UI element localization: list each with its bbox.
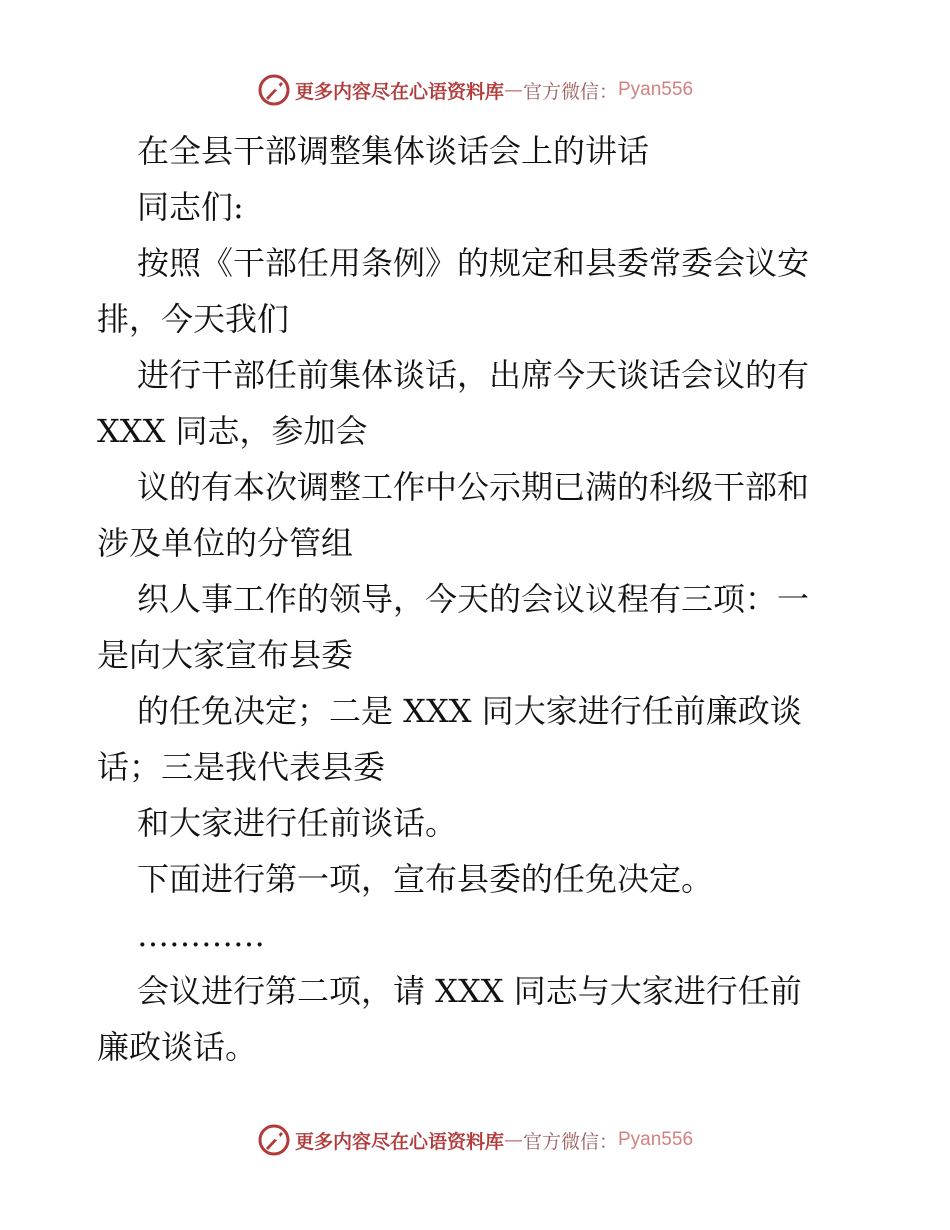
text-line: 排，今天我们 xyxy=(97,300,290,338)
text-line: 按照《干部任用条例》的规定和县委常委会议安 xyxy=(137,244,810,282)
quill-logo-icon xyxy=(257,1123,291,1157)
text-line: 的任免决定；二是 XXX 同大家进行任前廉政谈 xyxy=(137,692,802,730)
text-line: 廉政谈话。 xyxy=(97,1028,258,1066)
text-line: 进行干部任前集体谈话，出席今天谈话会议的有 xyxy=(137,356,810,394)
text-line: 是向大家宣布县委 xyxy=(97,636,354,674)
text-line: ………… xyxy=(137,916,265,954)
watermark-label: 官方微信： xyxy=(522,1130,618,1153)
text-line: 同志们: xyxy=(137,188,244,226)
text-line: 织人事工作的领导，今天的会议议程有三项：一 xyxy=(137,580,810,618)
watermark-brand: 更多内容尽在心语资料库 xyxy=(294,1130,504,1153)
watermark-handle: Pyan556 xyxy=(618,79,694,100)
text-line: 话；三是我代表县委 xyxy=(97,748,386,786)
text-line: 和大家进行任前谈话。 xyxy=(137,804,458,842)
quill-logo-icon xyxy=(257,73,291,107)
text-line: 涉及单位的分管组 xyxy=(97,524,354,562)
text-line: 会议进行第二项，请 XXX 同志与大家进行任前 xyxy=(137,972,802,1010)
watermark-separator: — xyxy=(503,79,523,101)
watermark-label: 官方微信： xyxy=(522,80,618,103)
text-line: 在全县干部调整集体谈话会上的讲话 xyxy=(137,132,650,170)
watermark-separator: — xyxy=(503,1129,523,1151)
watermark-brand: 更多内容尽在心语资料库 xyxy=(294,80,504,103)
document-body xyxy=(97,123,857,1075)
text-line: XXX 同志，参加会 xyxy=(97,412,368,450)
header-watermark xyxy=(0,70,950,110)
text-line: 下面进行第一项，宣布县委的任免决定。 xyxy=(137,860,714,898)
footer-watermark xyxy=(0,1120,950,1160)
watermark-handle: Pyan556 xyxy=(618,1129,694,1150)
text-line: 议的有本次调整工作中公示期已满的科级干部和 xyxy=(137,468,810,506)
